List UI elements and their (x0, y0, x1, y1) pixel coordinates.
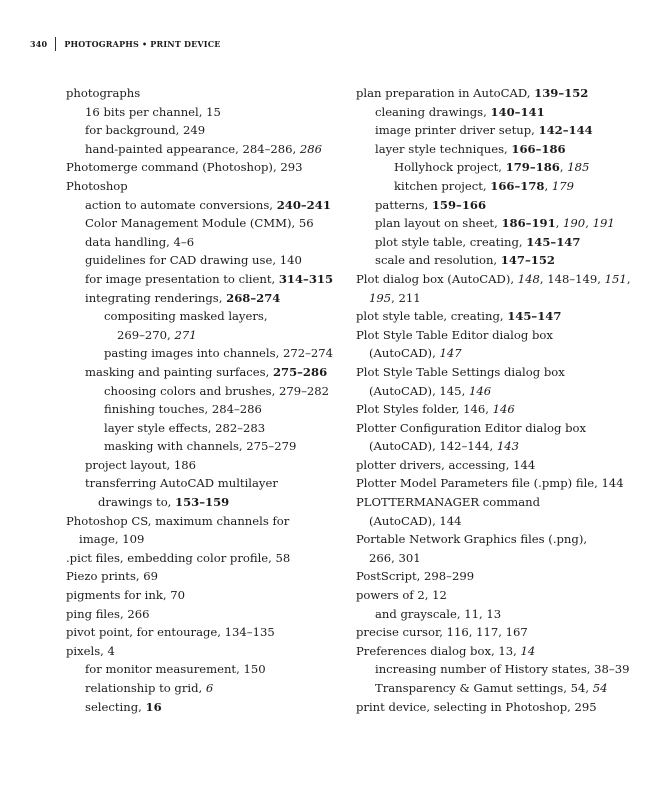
entry-text: image, 109 (79, 532, 145, 547)
entry-text: PLOTTERMANAGER command (356, 495, 541, 510)
entry-text: plan preparation in AutoCAD, (356, 86, 535, 100)
entry-text: 140–141 (490, 104, 545, 119)
index-entry (356, 642, 646, 661)
entry-text: for monitor measurement, 150 (85, 662, 266, 677)
index-subentry (356, 196, 646, 215)
entry-text: data handling, 4–6 (85, 234, 195, 249)
index-subentry (66, 437, 328, 456)
entry-text: Plot dialog box (AutoCAD), (356, 271, 518, 286)
entry-text: 16 bits per channel, 15 (85, 104, 221, 119)
index-column-right (356, 84, 646, 716)
entry-text: powers of 2, 12 (356, 588, 447, 603)
index-entry (356, 456, 646, 475)
entry-text: precise cursor, 116, 117, 167 (356, 625, 528, 640)
entry-text: plot style table, creating, (375, 234, 527, 249)
entry-text: 159–166 (431, 197, 487, 212)
index-subentry (66, 698, 328, 717)
entry-text: 191 (592, 216, 615, 231)
entry-text: 147 (439, 346, 462, 361)
index-subentry (66, 419, 328, 438)
entry-text: Preferences dialog box, 13, (356, 643, 521, 658)
entry-text: integrating renderings, (85, 290, 227, 305)
index-entry (356, 530, 646, 549)
index-entry (66, 567, 328, 586)
entry-text: 166–186 (511, 141, 566, 156)
index-subentry (356, 177, 646, 196)
entry-text: pigments for ink, 70 (66, 588, 185, 603)
index-entry (356, 698, 646, 717)
entry-text: (AutoCAD), 144 (369, 513, 462, 528)
entry-text: plan layout on sheet, (375, 216, 502, 231)
entry-text: 266, 301 (369, 550, 421, 565)
entry-text: 143 (496, 439, 520, 454)
index-subentry (66, 251, 328, 270)
entry-text: ping files, 266 (66, 606, 150, 621)
entry-text: 271 (174, 327, 197, 342)
index-subentry (356, 121, 646, 140)
entry-text: 153–159 (175, 495, 230, 510)
entry-text: 146 (468, 383, 492, 398)
entry-text: , (555, 216, 564, 231)
entry-text: 269–270, (117, 327, 175, 342)
entry-text: plotter drivers, accessing, 144 (356, 457, 536, 472)
index-subentry (356, 679, 646, 698)
entry-text: layer style effects, 282–283 (104, 420, 266, 435)
index-subentry (66, 103, 328, 122)
entry-text: Color Management Module (CMM), 56 (85, 216, 314, 231)
entry-text: photographs (66, 86, 141, 100)
index-subentry (66, 121, 328, 140)
entry-text: 240–241 (276, 197, 331, 212)
index-subentry (356, 140, 646, 159)
entry-text: action to automate conversions, (85, 197, 277, 212)
entry-text: 142–144 (538, 123, 593, 138)
index-subentry (356, 233, 646, 252)
index-entry (356, 307, 646, 326)
entry-text: for image presentation to client, (85, 271, 279, 286)
entry-text: drawings to, (98, 495, 176, 510)
index-subentry (66, 474, 328, 493)
index-subentry (66, 140, 328, 159)
entry-text: 139–152 (534, 86, 589, 100)
entry-text: patterns, (375, 197, 432, 212)
index-subentry (66, 196, 331, 215)
entry-text: relationship to grid, (85, 681, 206, 695)
entry-text: plot style table, creating, (356, 309, 508, 324)
index-entry (356, 363, 646, 382)
index-subentry (66, 289, 328, 308)
entry-text: (AutoCAD), 145, (369, 383, 469, 398)
entry-text: 190 (563, 216, 586, 231)
header-divider (55, 37, 56, 51)
entry-text: 179–186 (505, 160, 560, 175)
entry-text: , (559, 160, 568, 175)
entry-text: guidelines for CAD drawing use, 140 (85, 253, 302, 268)
entry-text: 146 (492, 402, 515, 417)
entry-text: , 148–149, (539, 271, 605, 286)
index-entry (356, 326, 646, 345)
entry-text: kitchen project, (394, 178, 491, 193)
entry-text: (AutoCAD), 142–144, (369, 439, 497, 454)
entry-text: 268–274 (226, 290, 281, 305)
index-subentry (66, 307, 328, 326)
entry-text: increasing number of History states, 38–39 (375, 662, 630, 677)
entry-text: pasting images into channels, 272–274 (104, 346, 334, 361)
index-entry (66, 158, 328, 177)
page-number: 340 (30, 39, 48, 49)
index-entry (356, 419, 646, 438)
entry-text: Plot Style Table Settings dialog box (356, 364, 565, 379)
entry-text: Portable Network Graphics files (.png), (356, 532, 588, 547)
index-subentry (356, 660, 646, 679)
index-subentry (356, 214, 646, 233)
index-entry (66, 586, 328, 605)
index-subentry (66, 270, 334, 289)
entry-text: masking and painting surfaces, (85, 364, 273, 379)
index-entry-continuation (66, 530, 328, 549)
index-entry (356, 270, 646, 289)
index-subentry (66, 344, 334, 363)
entry-text: PostScript, 298–299 (356, 569, 475, 584)
entry-text: Hollyhock project, (394, 160, 506, 175)
entry-text: finishing touches, 284–286 (104, 402, 262, 417)
entry-text: selecting, (85, 699, 146, 714)
entry-text: 186–191 (501, 216, 556, 231)
entry-text: 185 (567, 160, 590, 175)
entry-text: 286 (299, 141, 323, 156)
index-entry-continuation (356, 289, 646, 308)
entry-text: 14 (520, 643, 536, 658)
index-entry (356, 586, 646, 605)
index-entry (356, 567, 646, 586)
entry-text: , (585, 216, 593, 231)
index-entry-continuation (356, 344, 646, 363)
index-entry (66, 177, 328, 196)
index-subentry (66, 382, 328, 401)
entry-text: layer style techniques, (375, 141, 512, 156)
entry-text: 314–315 (278, 271, 334, 286)
entry-text: masking with channels, 275–279 (104, 439, 297, 454)
entry-text: and grayscale, 11, 13 (375, 606, 502, 621)
index-entry-continuation (356, 437, 646, 456)
entry-text: Photomerge command (Photoshop), 293 (66, 160, 303, 175)
entry-text: , 211 (391, 290, 421, 305)
entry-text: hand-painted appearance, 284–286, (85, 141, 300, 156)
index-entry (66, 512, 328, 531)
entry-text: image printer driver setup, (375, 123, 539, 138)
entry-text: (AutoCAD), (369, 346, 440, 361)
entry-text: 179 (551, 178, 575, 193)
index-entry (66, 642, 328, 661)
entry-text: project layout, 186 (85, 457, 197, 472)
index-entry (356, 493, 646, 512)
entry-text: scale and resolution, (375, 253, 501, 268)
index-entry (66, 84, 328, 103)
entry-text: 275–286 (272, 364, 328, 379)
entry-text: 16 (145, 699, 162, 714)
index-subentry (356, 251, 646, 270)
entry-text: pixels, 4 (66, 643, 115, 658)
entry-text: 151 (604, 271, 627, 286)
entry-text: Piezo prints, 69 (66, 569, 159, 584)
entry-text: pivot point, for entourage, 134–135 (66, 625, 275, 640)
index-subentry (66, 363, 328, 382)
index-subentry (356, 605, 646, 624)
entry-text: cleaning drawings, (375, 104, 491, 119)
index-entry (356, 623, 646, 642)
entry-text: for background, 249 (85, 123, 206, 138)
entry-text: 166–178 (490, 178, 545, 193)
index-subentry (66, 233, 328, 252)
index-subentry (66, 456, 328, 475)
entry-text: , (626, 271, 631, 286)
entry-text: 195 (369, 290, 392, 305)
entry-text: Photoshop (66, 178, 128, 193)
section-title: PHOTOGRAPHS • PRINT DEVICE (64, 39, 221, 49)
entry-text: 145–147 (526, 234, 581, 249)
index-entry (356, 400, 646, 419)
entry-text: 145–147 (507, 309, 562, 324)
index-entry-continuation (356, 549, 646, 568)
entry-text: 6 (205, 681, 214, 695)
index-subentry (356, 158, 646, 177)
index-subentry (66, 214, 328, 233)
entry-text: 54 (592, 681, 608, 695)
entry-text: .pict files, embedding color profile, 58 (66, 550, 291, 565)
index-entry (66, 605, 328, 624)
index-entry (356, 84, 646, 103)
entry-text: Plotter Model Parameters file (.pmp) file, 144 (356, 476, 624, 491)
index-entry (66, 623, 328, 642)
running-head (30, 37, 221, 51)
index-entry-continuation (356, 512, 646, 531)
entry-text: , (544, 178, 552, 193)
entry-text: compositing masked layers, (104, 309, 268, 324)
index-entry-continuation (66, 493, 328, 512)
entry-text: print device, selecting in Photoshop, 295 (356, 699, 597, 714)
entry-text: Transparency & Gamut settings, 54, (375, 681, 593, 695)
index-subentry (66, 679, 328, 698)
entry-text: 147–152 (500, 253, 555, 268)
entry-text: Plot Styles folder, 146, (356, 402, 493, 417)
index-subentry (66, 660, 328, 679)
entry-text: Photoshop CS, maximum channels for (66, 513, 290, 528)
index-subentry (356, 103, 646, 122)
entry-text: 148 (517, 271, 540, 286)
index-entry (66, 549, 328, 568)
index-entry (356, 474, 646, 493)
index-entry-continuation (356, 382, 646, 401)
entry-text: Plotter Configuration Editor dialog box (356, 420, 587, 435)
index-column-left (66, 84, 334, 716)
entry-text: Plot Style Table Editor dialog box (356, 327, 553, 342)
index-entry-continuation (66, 326, 328, 345)
index-subentry (66, 400, 328, 419)
entry-text: choosing colors and brushes, 279–282 (104, 383, 330, 398)
entry-text: transferring AutoCAD multilayer (85, 476, 278, 491)
